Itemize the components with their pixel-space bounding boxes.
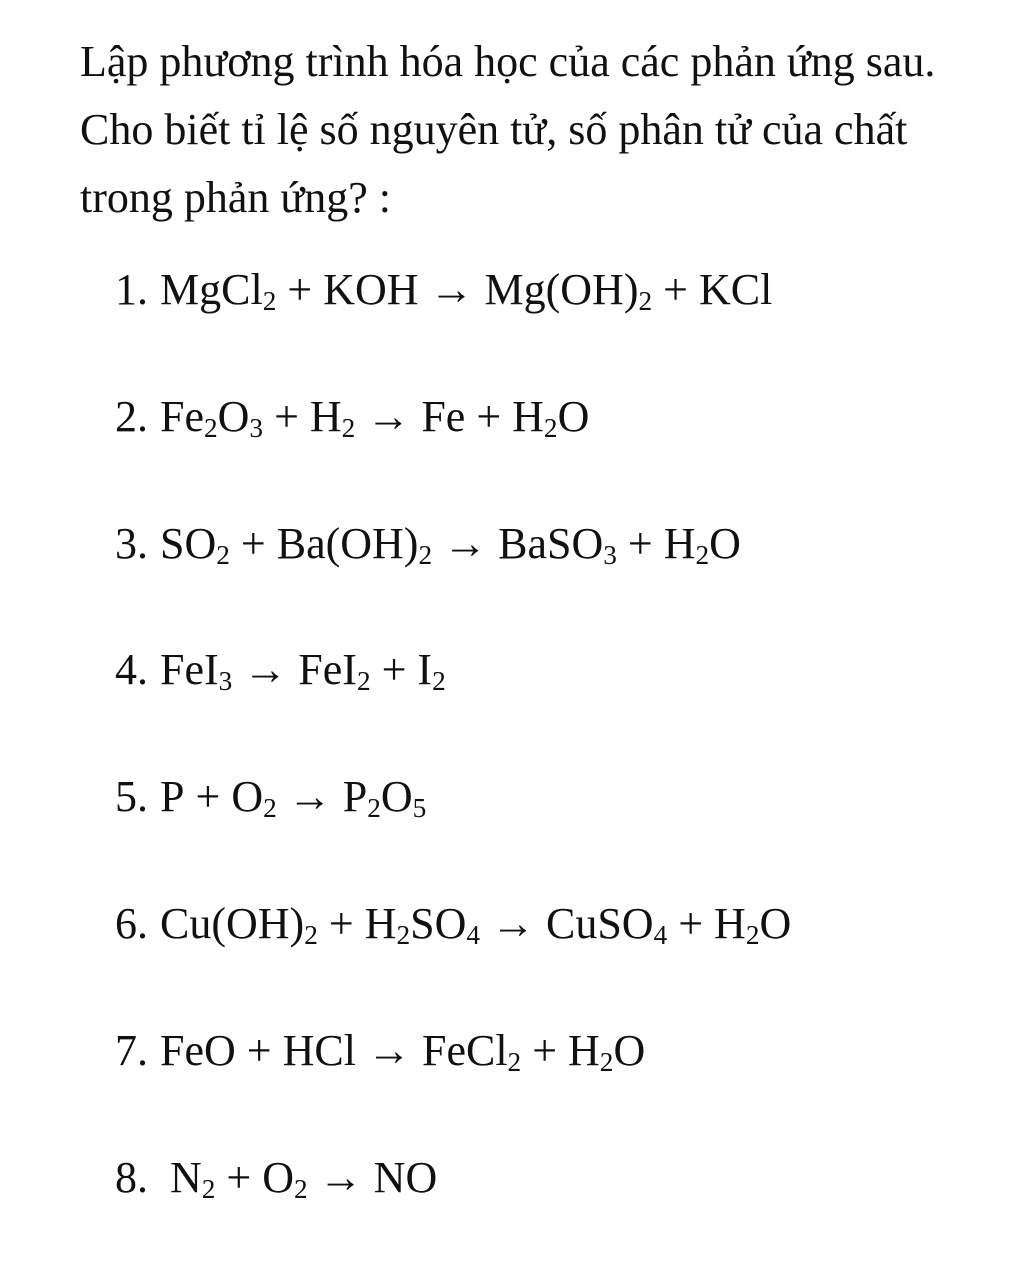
reaction-arrow: → <box>307 1152 374 1202</box>
equation-6 <box>115 892 791 955</box>
equation-8 <box>115 1146 791 1209</box>
chemical-formula: FeO <box>160 1025 236 1075</box>
equation-number: 7. <box>115 1025 148 1075</box>
reaction-arrow: → <box>232 645 299 695</box>
chemical-formula: CuSO$_4$ <box>545 898 668 950</box>
equation-list <box>115 258 791 1272</box>
reaction-arrow: → <box>432 518 499 568</box>
equation-number: 4. <box>115 645 148 695</box>
equation-number: 3. <box>115 518 148 568</box>
equation-2 <box>115 385 791 448</box>
chemical-formula: KCl <box>698 265 773 314</box>
plus-sign: + <box>652 265 699 314</box>
plus-sign: + <box>317 898 365 948</box>
exercise-prompt: Lập phương trình hóa học của các phản ứng sau. Cho biết tỉ lệ số nguyên tử, số phân tử của chất trong phản ứng? : <box>80 37 936 222</box>
plus-sign: + <box>263 391 310 441</box>
chemical-formula: BaSO$_3$ <box>498 518 617 570</box>
chemical-formula: $I_2$ <box>417 645 446 697</box>
chemical-formula: $O_2$ <box>231 772 277 824</box>
plus-sign: + <box>616 518 664 568</box>
plus-sign: + <box>235 1025 283 1075</box>
plus-sign: + <box>184 772 232 822</box>
chemical-formula: $H_2$ <box>309 391 356 443</box>
chemical-formula: FeI$_3$ <box>160 645 233 697</box>
chemical-formula: $Cu(OH)_2$ <box>160 898 318 950</box>
chemical-formula: $H_2O$ <box>714 898 792 950</box>
equation-1 <box>115 258 791 321</box>
plus-sign: + <box>521 1025 569 1075</box>
reaction-arrow: → <box>355 391 422 441</box>
reaction-arrow: → <box>479 898 546 948</box>
equation-number: 5. <box>115 772 148 822</box>
chemical-formula: FeI$_2$ <box>298 645 371 697</box>
chemical-formula: FeCl$_2$ <box>421 1025 522 1077</box>
equation-7 <box>115 1019 791 1082</box>
equation-number: 8. <box>115 1152 148 1202</box>
chemical-formula: KOH <box>323 265 419 314</box>
reaction-arrow: → <box>276 772 343 822</box>
equation-5 <box>115 765 791 828</box>
plus-sign: + <box>465 391 513 441</box>
equation-number: 1. <box>115 265 148 314</box>
chemical-formula: $Fe_2O_3$ <box>160 391 264 443</box>
equation-4 <box>115 638 791 701</box>
chemical-formula: NO <box>373 1152 438 1202</box>
chemical-formula: $H_2O$ <box>663 518 741 570</box>
chemical-formula: $N_2$ <box>170 1152 216 1204</box>
chemical-formula: P <box>160 772 185 822</box>
equation-number: 2. <box>115 391 148 441</box>
plus-sign: + <box>667 898 715 948</box>
chemical-formula: $O_2$ <box>262 1152 308 1204</box>
reaction-arrow: → <box>418 265 485 314</box>
chemical-formula: $H_2O$ <box>568 1025 646 1077</box>
plus-sign: + <box>229 518 277 568</box>
chemical-formula: $H_2SO_4$ <box>364 898 480 950</box>
plus-sign: + <box>370 645 418 695</box>
plus-sign: + <box>276 265 324 314</box>
plus-sign: + <box>215 1152 263 1202</box>
reaction-arrow: → <box>355 1025 422 1075</box>
chemical-formula: MgCl$_2$ <box>160 265 277 316</box>
equation-3 <box>115 512 791 575</box>
chemical-formula: $Mg(OH)_2$ <box>484 265 653 316</box>
chemical-formula: $H_2O$ <box>512 391 590 443</box>
chemical-formula: $Ba(OH)_2$ <box>276 518 433 570</box>
chemical-formula: HCl <box>282 1025 356 1075</box>
chemical-formula: Fe <box>421 391 466 441</box>
equation-number: 6. <box>115 898 148 948</box>
chemical-formula: $P_2O_5$ <box>342 772 427 824</box>
chemical-formula: $SO_2$ <box>160 518 230 570</box>
